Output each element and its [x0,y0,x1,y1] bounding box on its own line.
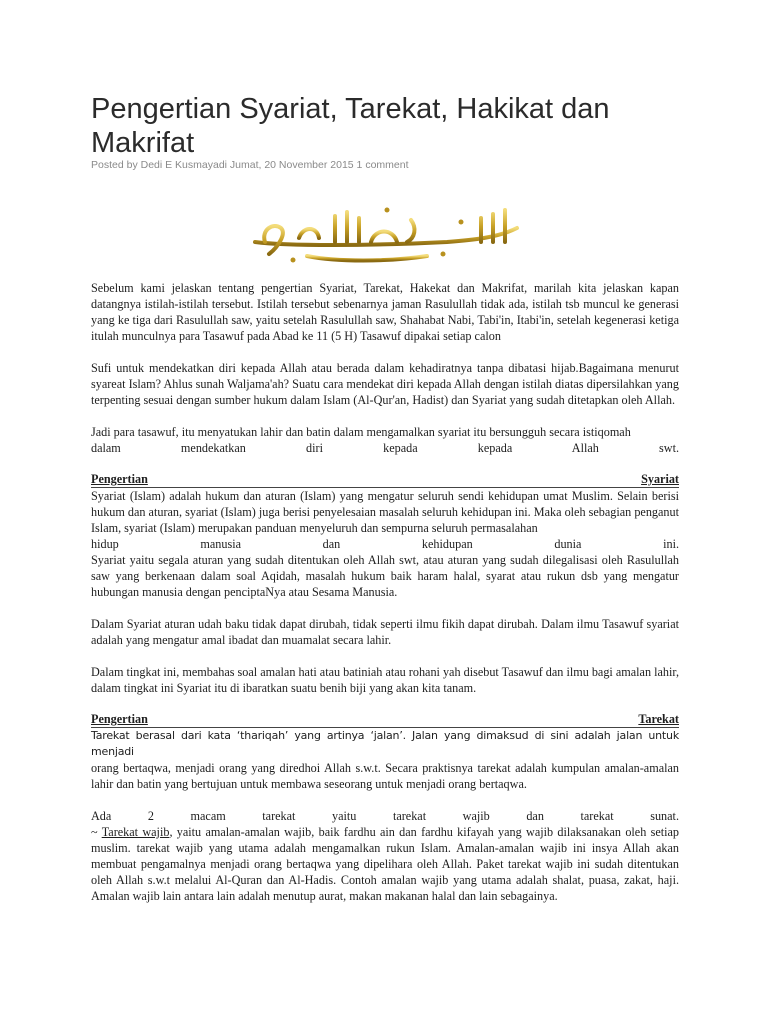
heading-right: Tarekat [638,712,679,726]
paragraph [91,728,679,792]
paragraph: Syariat (Islam) adalah hukum dan aturan (Islam) yang mengatur seluruh sendi kehidupan umat Muslim. Selain berisi hukum dan aturan, syariat (Islam) juga berisi penyelesaian masalah seluruh kehidupan ini. Maka oleh sebagian penganut Islam, syariat (Islam) merupakan panduan menyeluruh dan sempurna seluruh permasalahan [91,489,679,535]
section-heading-tarekat [91,712,679,728]
paragraph: Sebelum kami jelaskan tentang pengertian Syariat, Tarekat, Hakekat dan Makrifat, marilah kita jelaskan kapan datangnya istilah-istilah tersebut. Istilah tersebut sebenarnya jaman Rasulullah tidak ada, istilah tsb muncul ke generasi yang ke tiga dari Rasulullah saw, yaitu setelah Rasulullah saw, Shahabat Nabi, Tabi'in, Itabi'in, setelah kegenerasi ketiga itulah munculnya para Tasawuf pada Abad ke 11 (5 H) Tasawuf dipakai setiap calon [91,281,679,343]
post-meta: Posted by Dedi E Kusmayadi Jumat, 20 November 2015 1 comment [91,159,409,171]
post-title: Pengertian Syariat, Tarekat, Hakikat dan Makrifat [91,93,610,159]
paragraph-line: Jadi para tasawuf, itu menyatukan lahir dan batin dalam mengamalkan syariat itu bersungguh secara istiqomah [91,425,631,439]
paragraph: Dalam tingkat ini, membahas soal amalan hati atau batiniah atau rohani yah disebut Tasawuf dan ilmu bagi amalan lahir, dalam tingkat ini Syariat itu di ibaratkan suatu benih biji yang akan kita tanam. [91,665,679,695]
heading-left: Pengertian [91,712,148,726]
paragraph-line: dalam mendekatkan diri kepada kepada Allah swt. [91,441,679,455]
post-body [91,280,679,920]
heading-left: Pengertian [91,472,148,486]
bullet-prefix: ~ [91,825,102,839]
section-heading-syariat [91,472,679,488]
paragraph-text: , yaitu amalan-amalan wajib, baik fardhu ain dan fardhu kifayah yang wajib dilaksanakan oleh setiap muslim. tarekat wajib yang utama adalah mengamalkan rukun Islam. Amalan-amalan wajib ini insya Allah akan membuat pengamalnya menjadi orang bertaqwa yang dipelihara oleh Allah. Paket tarekat wajib ini sudah ditentukan oleh Allah s.w.t melalui Al-Quran dan Al-Hadis. Contoh amalan wajib yang utama adalah shalat, puasa, zakat, haji. Amalan wajib lain antara lain adalah menutup aurat, makan makanan halal dan lain sebagainya. [91,825,680,903]
paragraph: Dalam Syariat aturan udah baku tidak dapat dirubah, tidak seperti ilmu fikih dapat dirubah. Dalam ilmu Tasawuf syariat adalah yang mengatur amal ibadat dan muamalat secara lahir. [91,617,679,647]
paragraph-line: hidup manusia dan kehidupan dunia ini. [91,537,679,551]
heading-right: Syariat [641,472,679,486]
paragraph-line: Ada 2 macam tarekat yaitu tarekat wajib dan tarekat sunat. [91,809,679,823]
paragraph-line: Tarekat berasal dari kata ‘thariqah’ yang artinya ‘jalan’. Jalan yang dimaksud di sini adalah jalan untuk menjadi [91,729,679,758]
paragraph [91,808,679,904]
paragraph [91,424,679,456]
bismillah-calligraphy-icon [247,198,527,270]
paragraph: Syariat yaitu segala aturan yang sudah ditentukan oleh Allah swt, atau aturan yang sudah dilegalisasi oleh Rasulullah saw yang berkenaan dalam soal Aqidah, masalah hukum baik haram halal, syarat atau rukun dsb yang mengatur hubungan manusia dengan penciptaNya atau Sesama Manusia. [91,553,679,599]
paragraph: Sufi untuk mendekatkan diri kepada Allah atau berada dalam kehadiratnya tanpa dibatasi hijab.Bagaimana menurut syareat Islam? Ahlus sunah Waljama'ah? Suatu cara mendekat diri kepada Allah dengan istilah diatas dipersilahkan yang terpenting sesuai dengan sumber hukum dalam Islam (Al-Qur'an, Hadist) dan Syariat yang sudah ditetapkan oleh Allah. [91,361,679,407]
paragraph-text: orang bertaqwa, menjadi orang yang diredhoi Allah s.w.t. Secara praktisnya tarekat adalah kumpulan amalan-amalan lahir dan batin yang bertujuan untuk membawa seseorang untuk menjadi orang bertaqwa. [91,761,679,791]
tarekat-wajib-link[interactable]: Tarekat wajib [101,825,170,839]
